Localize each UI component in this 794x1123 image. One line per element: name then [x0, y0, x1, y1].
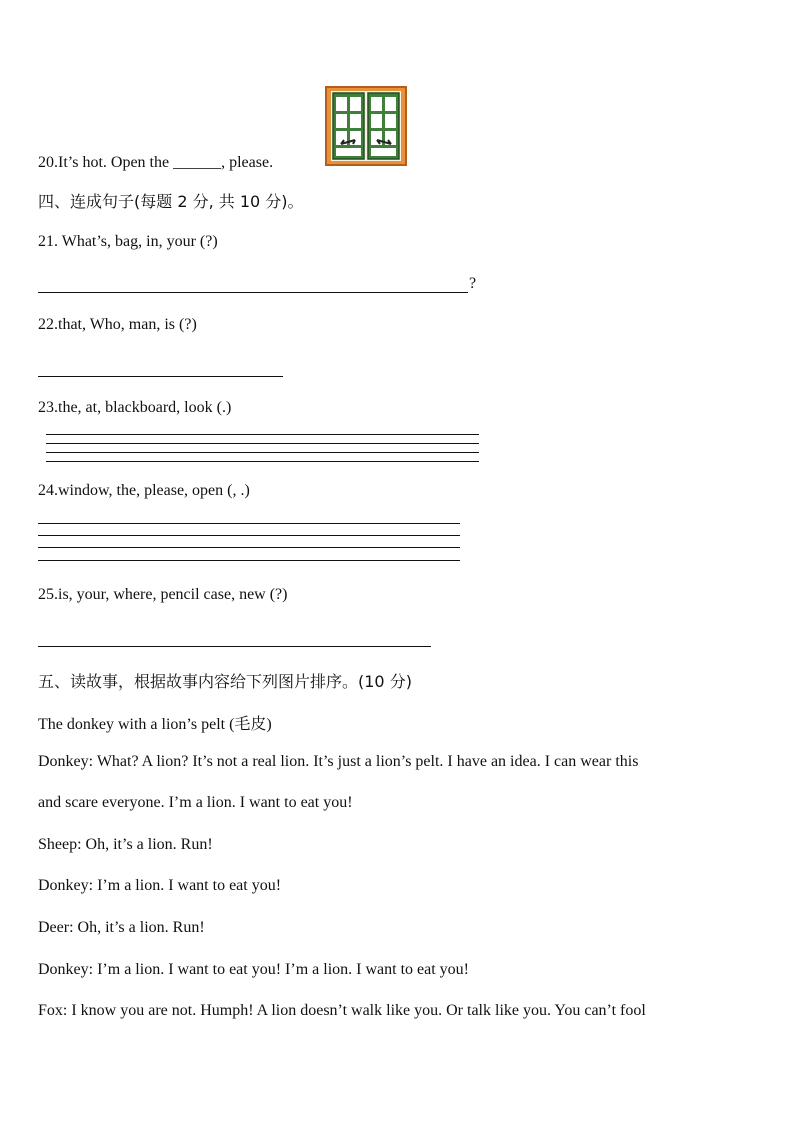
question-22: 22.that, Who, man, is (?): [38, 316, 197, 333]
answer-line-21: [38, 292, 468, 293]
story-title: The donkey with a lion’s pelt (毛皮): [38, 716, 272, 733]
story-line: Fox: I know you are not. Humph! A lion doesn’t walk like you. Or talk like you. You can’t fool: [38, 1002, 646, 1019]
question-20: 20.It’s hot. Open the ______, please.: [38, 154, 274, 171]
question-24: 24.window, the, please, open (, .): [38, 482, 250, 499]
writing-line-24a: [38, 523, 460, 524]
writing-line-23c: [46, 452, 479, 453]
writing-line-23b: [46, 443, 479, 444]
writing-line-23d: [46, 461, 479, 462]
writing-line-24b: [38, 535, 460, 536]
question-21: 21. What’s, bag, in, your (?): [38, 233, 218, 250]
answer-21-end-mark: ?: [469, 275, 477, 292]
section-5-title: 五、读故事，根据故事内容给下列图片排序。(10 分): [38, 672, 412, 691]
story-line: Donkey: I’m a lion. I want to eat you! I’m a lion. I want to eat you!: [38, 961, 469, 978]
writing-line-23a: [46, 434, 479, 435]
section-4-title: 四、连成句子(每题 2 分, 共 10 分)。: [38, 192, 304, 211]
window-picture: [325, 86, 407, 166]
story-line: and scare everyone. I’m a lion. I want to eat you!: [38, 794, 353, 811]
story-line: Deer: Oh, it’s a lion. Run!: [38, 919, 205, 936]
story-line: Donkey: What? A lion? It’s not a real lion. It’s just a lion’s pelt. I have an idea. I can wear this: [38, 753, 639, 770]
answer-line-25: [38, 646, 431, 647]
writing-line-24d: [38, 560, 460, 561]
question-23: 23.the, at, blackboard, look (.): [38, 399, 232, 416]
answer-line-22: [38, 376, 283, 377]
writing-line-24c: [38, 547, 460, 548]
story-line: Donkey: I’m a lion. I want to eat you!: [38, 877, 282, 894]
story-line: Sheep: Oh, it’s a lion. Run!: [38, 836, 213, 853]
question-25: 25.is, your, where, pencil case, new (?): [38, 586, 288, 603]
